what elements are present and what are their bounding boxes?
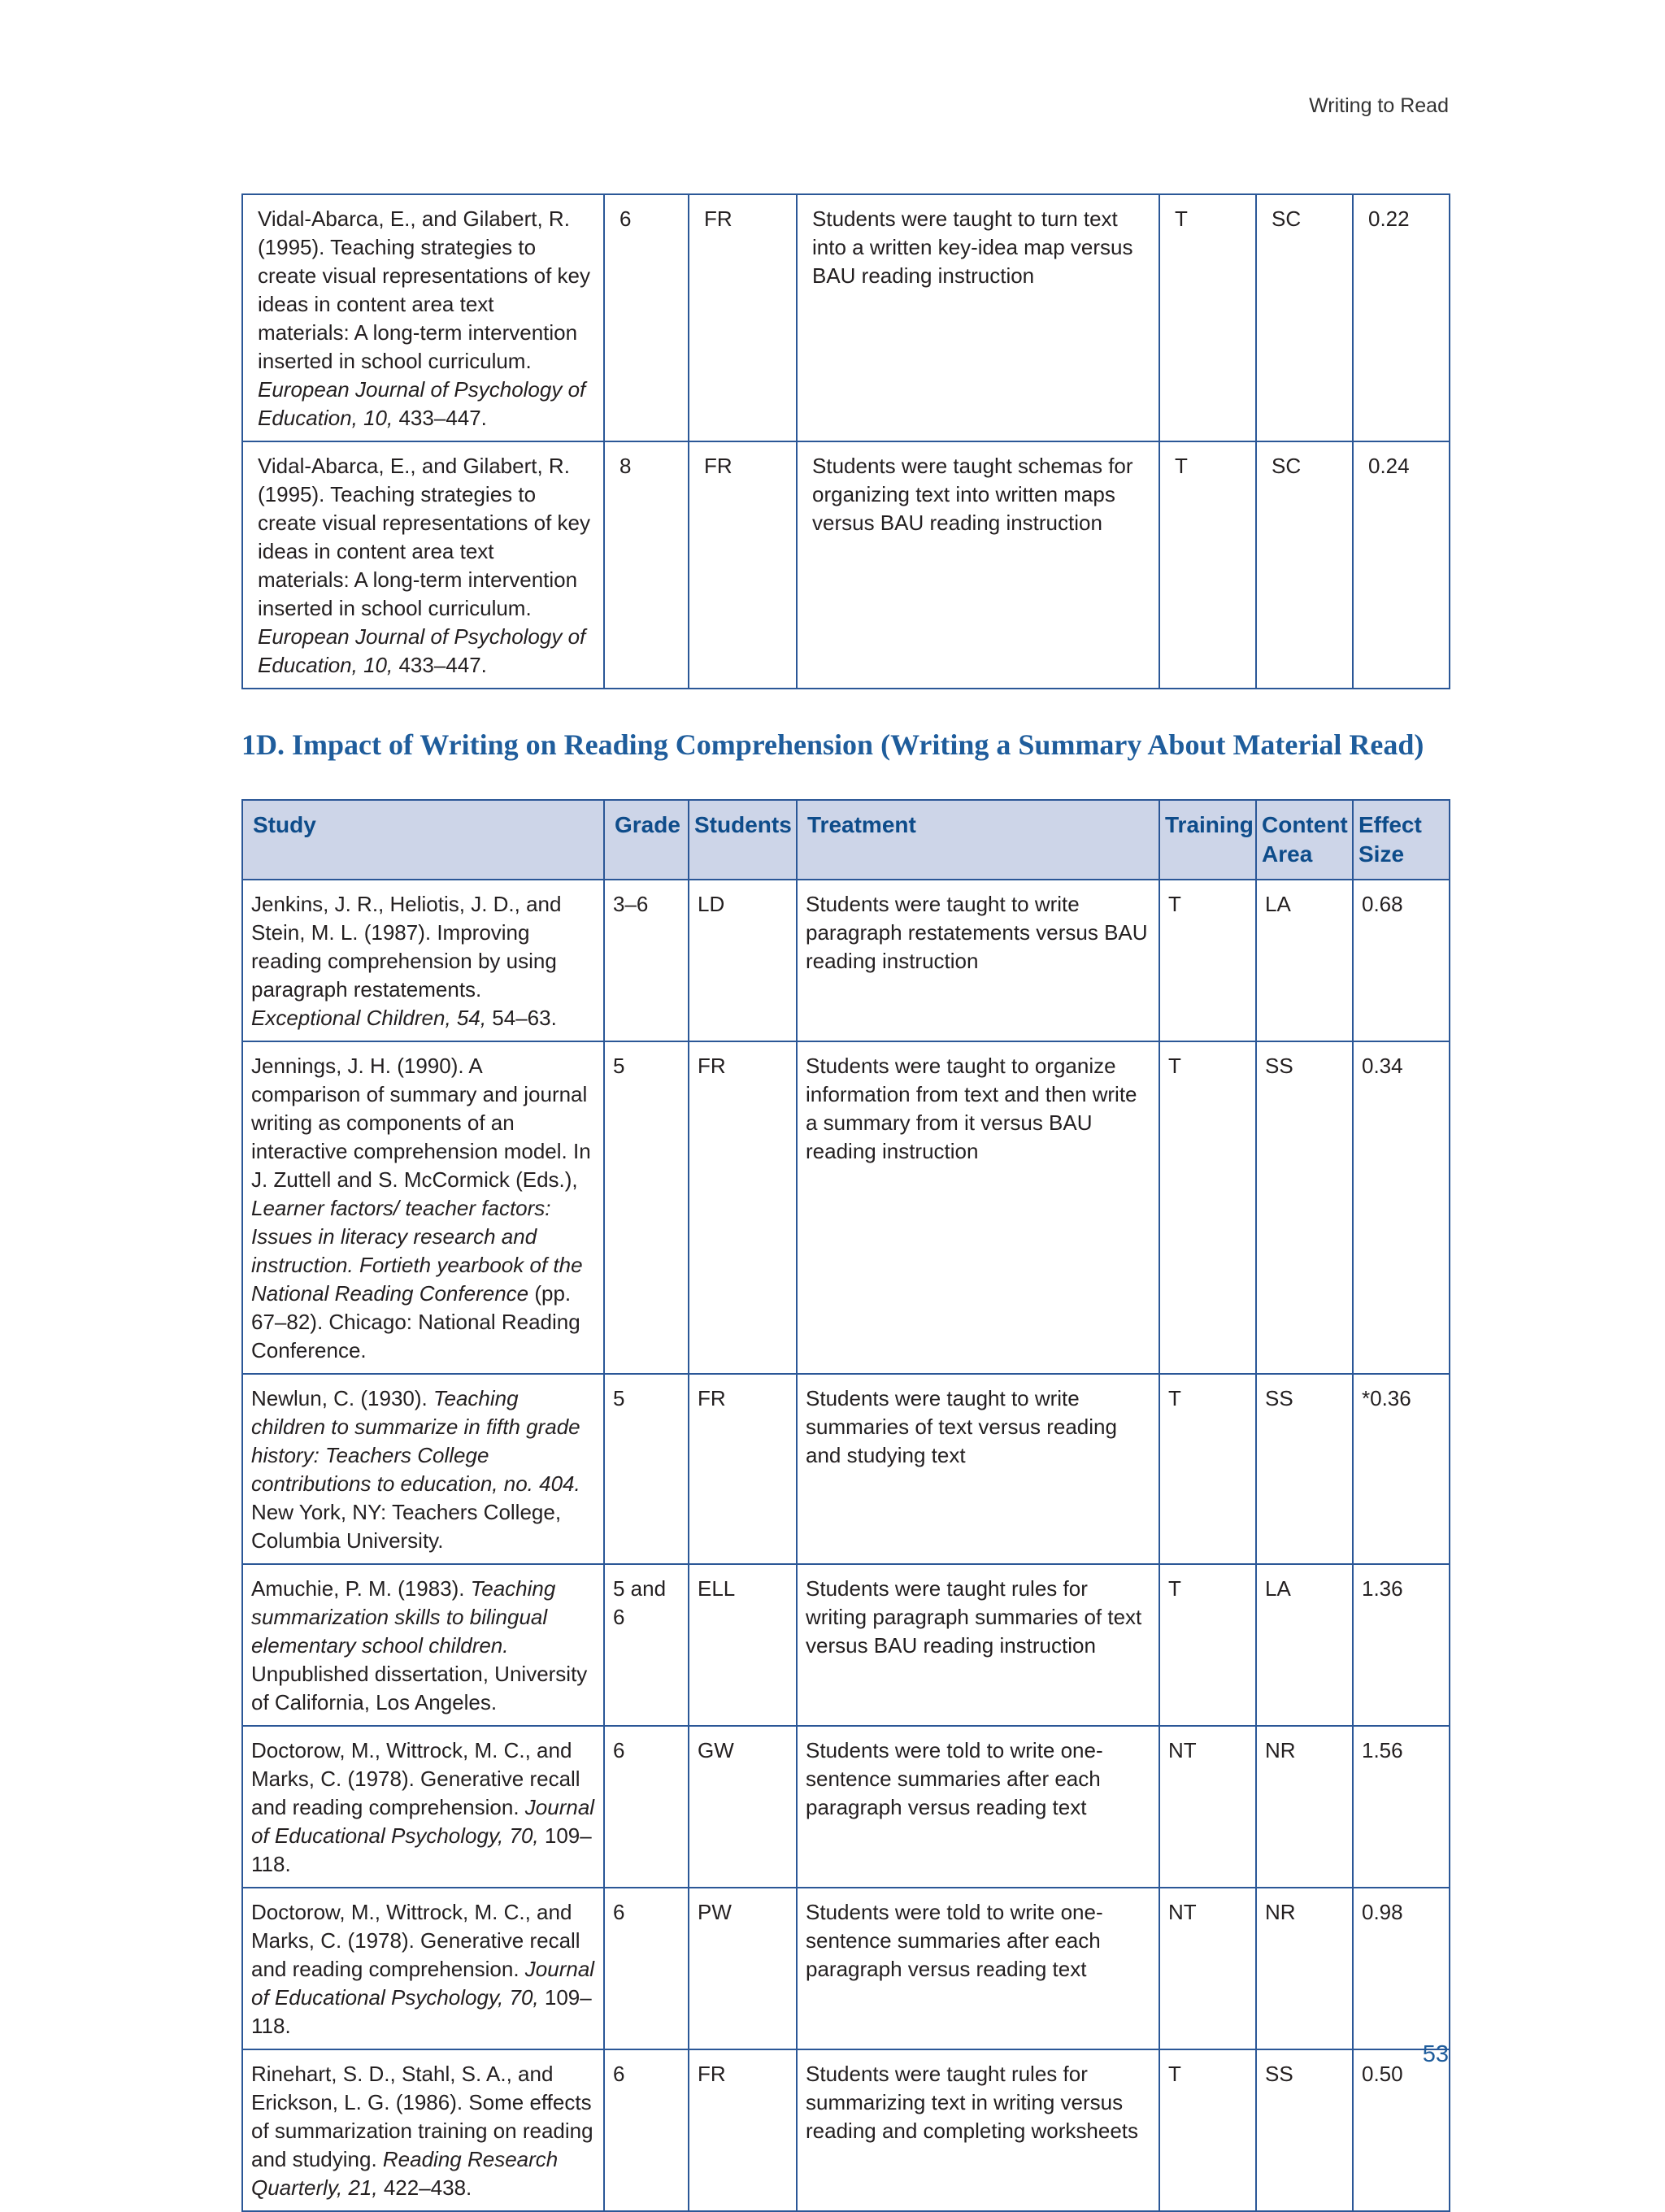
- training-cell: T: [1159, 2049, 1256, 2211]
- effect-size-cell: 0.34: [1353, 1041, 1450, 1374]
- students-cell: ELL: [689, 1564, 797, 1726]
- grade-cell: 5: [604, 1041, 689, 1374]
- header-grade: Grade: [604, 800, 689, 880]
- study-cell: [242, 194, 604, 441]
- study-citation-text: 433–447.: [393, 653, 487, 677]
- effect-size-cell: *0.36: [1353, 1374, 1450, 1564]
- grade-cell: 6: [604, 1726, 689, 1888]
- training-cell: NT: [1159, 1726, 1256, 1888]
- study-citation-italic: Teaching summarization skills to bilingual elementary school children.: [251, 1576, 556, 1658]
- training-cell: NT: [1159, 1888, 1256, 2049]
- treatment-cell: Students were taught to write summaries of text versus reading and studying text: [797, 1374, 1159, 1564]
- table-row: [242, 1564, 1450, 1726]
- study-citation-text: 422–438.: [377, 2175, 472, 2200]
- students-cell: GW: [689, 1726, 797, 1888]
- top-table-body: [242, 194, 1450, 689]
- students-cell: FR: [689, 1374, 797, 1564]
- treatment-cell: Students were taught rules for writing paragraph summaries of text versus BAU reading instruction: [797, 1564, 1159, 1726]
- students-cell: LD: [689, 880, 797, 1041]
- training-cell: T: [1159, 441, 1256, 689]
- study-citation-text: Doctorow, M., Wittrock, M. C., and Marks, C. (1978). Generative recall and reading comprehension.: [251, 1900, 580, 1981]
- effect-size-cell: 0.68: [1353, 880, 1450, 1041]
- study-cell: [242, 1564, 604, 1726]
- content-area-cell: LA: [1256, 880, 1353, 1041]
- top-table: [241, 193, 1450, 689]
- study-citation-italic: Journal of Educational Psychology, 70,: [251, 1957, 595, 2010]
- students-cell: FR: [689, 2049, 797, 2211]
- training-cell: T: [1159, 1041, 1256, 1374]
- effect-size-cell: 0.50: [1353, 2049, 1450, 2211]
- grade-cell: 6: [604, 1888, 689, 2049]
- study-citation-text: 109–118.: [251, 1985, 592, 2038]
- treatment-cell: Students were told to write one-sentence summaries after each paragraph versus reading text: [797, 1888, 1159, 2049]
- content-area-cell: NR: [1256, 1888, 1353, 2049]
- study-citation-italic: Teaching children to summarize in fifth grade history: Teachers College contributions to education, no. 404.: [251, 1386, 580, 1496]
- content-area-cell: SS: [1256, 2049, 1353, 2211]
- treatment-cell: Students were told to write one-sentence summaries after each paragraph versus reading text: [797, 1726, 1159, 1888]
- study-citation-italic: Exceptional Children, 54,: [251, 1006, 487, 1030]
- study-cell: [242, 1041, 604, 1374]
- students-cell: FR: [689, 194, 797, 441]
- table-row: [242, 1041, 1450, 1374]
- table-row: [242, 1374, 1450, 1564]
- study-citation-italic: Journal of Educational Psychology, 70,: [251, 1795, 595, 1848]
- page-number: 53: [1422, 2041, 1449, 2067]
- running-head: Writing to Read: [1309, 94, 1449, 117]
- students-cell: PW: [689, 1888, 797, 2049]
- students-cell: FR: [689, 1041, 797, 1374]
- effect-size-cell: 1.56: [1353, 1726, 1450, 1888]
- header-students: Students: [689, 800, 797, 880]
- table-row: [242, 2049, 1450, 2211]
- content-area-cell: SC: [1256, 194, 1353, 441]
- effect-size-cell: 0.98: [1353, 1888, 1450, 2049]
- treatment-cell: Students were taught to organize information from text and then write a summary from it versus BAU reading instruction: [797, 1041, 1159, 1374]
- study-citation-text: Jennings, J. H. (1990). A comparison of summary and journal writing as components of an interactive comprehension model. In J. Zuttell and S. McCormick (Eds.),: [251, 1054, 591, 1192]
- study-citation-italic: Learner factors/ teacher factors: Issues in literacy research and instruction. Fortieth yearbook of the National Reading Conference: [251, 1196, 583, 1306]
- training-cell: T: [1159, 1374, 1256, 1564]
- grade-cell: 3–6: [604, 880, 689, 1041]
- study-citation-text: Vidal-Abarca, E., and Gilabert, R. (1995). Teaching strategies to create visual representations of key ideas in content area text materials: A long-term intervention inserted in school curriculum.: [258, 454, 590, 620]
- table-row: [242, 441, 1450, 689]
- study-citation-text: Unpublished dissertation, University of California, Los Angeles.: [251, 1662, 588, 1714]
- study-cell: [242, 880, 604, 1041]
- section-heading: 1D. Impact of Writing on Reading Comprehension (Writing a Summary About Material Read): [241, 728, 1424, 761]
- main-table-body: [242, 880, 1450, 2211]
- students-cell: FR: [689, 441, 797, 689]
- content-area-cell: SS: [1256, 1041, 1353, 1374]
- grade-cell: 5 and 6: [604, 1564, 689, 1726]
- study-citation-text: Rinehart, S. D., Stahl, S. A., and Erickson, L. G. (1986). Some effects of summarization training on reading and studying.: [251, 2062, 593, 2171]
- study-citation-italic: European Journal of Psychology of Education, 10,: [258, 377, 586, 430]
- study-citation-text: (pp. 67–82). Chicago: National Reading Conference.: [251, 1281, 580, 1362]
- content-area-cell: SC: [1256, 441, 1353, 689]
- study-cell: [242, 1374, 604, 1564]
- study-cell: [242, 1726, 604, 1888]
- study-cell: [242, 1888, 604, 2049]
- effect-size-cell: 0.24: [1353, 441, 1450, 689]
- study-citation-text: Amuchie, P. M. (1983).: [251, 1576, 471, 1601]
- study-cell: [242, 441, 604, 689]
- training-cell: T: [1159, 194, 1256, 441]
- study-cell: [242, 2049, 604, 2211]
- table-row: [242, 1726, 1450, 1888]
- main-table: [241, 799, 1450, 2212]
- header-study: Study: [242, 800, 604, 880]
- study-citation-text: 109–118.: [251, 1823, 592, 1876]
- table-row: [242, 1888, 1450, 2049]
- training-cell: T: [1159, 1564, 1256, 1726]
- treatment-cell: Students were taught schemas for organizing text into written maps versus BAU reading instruction: [797, 441, 1159, 689]
- grade-cell: 8: [604, 441, 689, 689]
- grade-cell: 5: [604, 1374, 689, 1564]
- training-cell: T: [1159, 880, 1256, 1041]
- header-effect-size: Effect Size: [1353, 800, 1450, 880]
- effect-size-cell: 0.22: [1353, 194, 1450, 441]
- header-row: [242, 800, 1450, 880]
- treatment-cell: Students were taught to write paragraph restatements versus BAU reading instruction: [797, 880, 1159, 1041]
- content-area-cell: LA: [1256, 1564, 1353, 1726]
- study-citation-text: Vidal-Abarca, E., and Gilabert, R. (1995). Teaching strategies to create visual representations of key ideas in content area text materials: A long-term intervention inserted in school curriculum.: [258, 206, 590, 373]
- study-citation-italic: Reading Research Quarterly, 21,: [251, 2147, 559, 2200]
- content-area-cell: NR: [1256, 1726, 1353, 1888]
- study-citation-text: Newlun, C. (1930).: [251, 1386, 433, 1410]
- study-citation-text: New York, NY: Teachers College, Columbia University.: [251, 1500, 562, 1553]
- study-citation-text: 54–63.: [486, 1006, 557, 1030]
- table-row: [242, 194, 1450, 441]
- treatment-cell: Students were taught to turn text into a written key-idea map versus BAU reading instruction: [797, 194, 1159, 441]
- treatment-cell: Students were taught rules for summarizing text in writing versus reading and completing worksheets: [797, 2049, 1159, 2211]
- header-content-area: Content Area: [1256, 800, 1353, 880]
- grade-cell: 6: [604, 194, 689, 441]
- content-area-cell: SS: [1256, 1374, 1353, 1564]
- grade-cell: 6: [604, 2049, 689, 2211]
- study-citation-text: Doctorow, M., Wittrock, M. C., and Marks, C. (1978). Generative recall and reading comprehension.: [251, 1738, 580, 1819]
- header-treatment: Treatment: [797, 800, 1159, 880]
- table-row: [242, 880, 1450, 1041]
- effect-size-cell: 1.36: [1353, 1564, 1450, 1726]
- study-citation-italic: European Journal of Psychology of Education, 10,: [258, 624, 586, 677]
- study-citation-text: Jenkins, J. R., Heliotis, J. D., and Stein, M. L. (1987). Improving reading comprehension by using paragraph restatements.: [251, 892, 562, 1002]
- study-citation-text: 433–447.: [393, 406, 487, 430]
- header-training: Training: [1159, 800, 1256, 880]
